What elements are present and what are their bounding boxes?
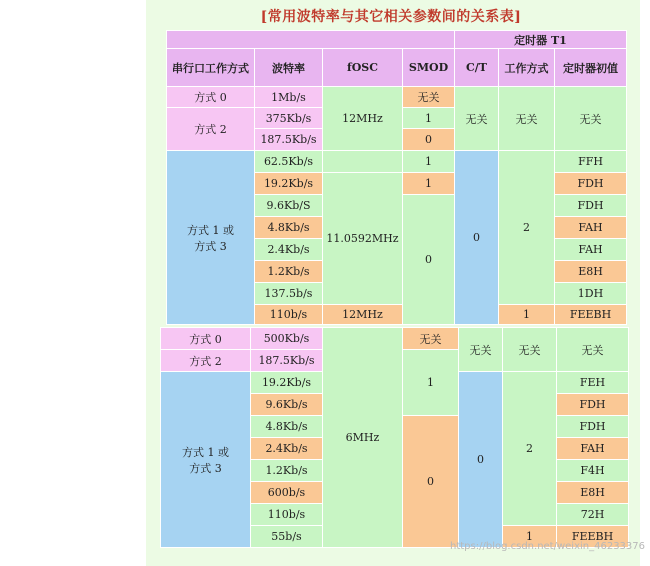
smod-cell: 无关	[403, 87, 455, 108]
ct-cell: 0	[455, 151, 499, 325]
baud-cell: 9.6Kb/S	[255, 195, 323, 217]
init-cell: F4H	[557, 460, 629, 482]
baud-cell: 137.5b/s	[255, 283, 323, 305]
smod-cell: 1	[403, 108, 455, 129]
baud-cell: 1Mb/s	[255, 87, 323, 108]
init-cell: FEEBH	[557, 526, 629, 548]
baud-cell: 19.2Kb/s	[255, 173, 323, 195]
header-blank	[167, 31, 455, 49]
ct-cell: 0	[459, 372, 503, 548]
header-fosc: fOSC	[323, 49, 403, 87]
header-ct: C/T	[455, 49, 499, 87]
mode-cell: 方式 1 或 方式 3	[161, 372, 251, 548]
init-cell: FDH	[555, 173, 627, 195]
fosc-cell: 12MHz	[323, 87, 403, 151]
init-cell: FFH	[555, 151, 627, 173]
header-baud: 波特率	[255, 49, 323, 87]
timer-mode-cell: 无关	[499, 87, 555, 151]
init-cell: FEEBH	[555, 305, 627, 325]
smod-cell: 无关	[403, 328, 459, 350]
baud-cell: 2.4Kb/s	[251, 438, 323, 460]
baud-table-6mhz	[160, 327, 629, 548]
mode-cell: 方式 2	[161, 350, 251, 372]
baud-cell: 19.2Kb/s	[251, 372, 323, 394]
timer-mode-cell: 2	[499, 151, 555, 305]
init-cell: FAH	[555, 239, 627, 261]
timer-mode-cell: 2	[503, 372, 557, 526]
header-timer-group: 定时器 T1	[455, 31, 627, 49]
smod-cell: 1	[403, 151, 455, 173]
mode-cell: 方式 0	[167, 87, 255, 108]
init-cell: E8H	[555, 261, 627, 283]
mode-cell: 方式 0	[161, 328, 251, 350]
init-cell: FAH	[557, 438, 629, 460]
init-cell: FAH	[555, 217, 627, 239]
smod-cell: 0	[403, 195, 455, 325]
baud-cell: 1.2Kb/s	[255, 261, 323, 283]
baud-cell: 55b/s	[251, 526, 323, 548]
smod-cell: 0	[403, 416, 459, 548]
baud-cell: 4.8Kb/s	[251, 416, 323, 438]
init-cell: FDH	[557, 394, 629, 416]
timer-mode-cell: 无关	[503, 328, 557, 372]
fosc-cell: 12MHz	[323, 305, 403, 325]
baud-cell: 375Kb/s	[255, 108, 323, 129]
init-cell: FEH	[557, 372, 629, 394]
mode-cell: 方式 1 或 方式 3	[167, 151, 255, 325]
baud-cell: 187.5Kb/s	[255, 129, 323, 151]
timer-mode-cell: 1	[503, 526, 557, 548]
baud-cell: 9.6Kb/s	[251, 394, 323, 416]
watermark: https://blog.csdn.net/weixin_46233376	[450, 541, 646, 552]
baud-cell: 500Kb/s	[251, 328, 323, 350]
fosc-cell-upper	[323, 151, 403, 173]
baud-table-12mhz-11mhz	[166, 30, 627, 325]
header-smod: SMOD	[403, 49, 455, 87]
baud-cell: 4.8Kb/s	[255, 217, 323, 239]
baud-cell: 2.4Kb/s	[255, 239, 323, 261]
baud-cell: 110b/s	[255, 305, 323, 325]
init-cell: FDH	[557, 416, 629, 438]
timer-mode-cell: 1	[499, 305, 555, 325]
init-cell: 无关	[555, 87, 627, 151]
init-cell: 无关	[557, 328, 629, 372]
init-cell: 1DH	[555, 283, 627, 305]
smod-cell: 1	[403, 173, 455, 195]
baud-cell: 110b/s	[251, 504, 323, 526]
table-title: [常用波特率与其它相关参数间的关系表]	[260, 9, 522, 25]
mode-cell: 方式 2	[167, 108, 255, 151]
baud-cell: 600b/s	[251, 482, 323, 504]
baud-cell: 187.5Kb/s	[251, 350, 323, 372]
smod-cell: 0	[403, 129, 455, 151]
baud-cell: 1.2Kb/s	[251, 460, 323, 482]
init-cell: FDH	[555, 195, 627, 217]
smod-cell: 1	[403, 350, 459, 416]
header-timer-mode: 工作方式	[499, 49, 555, 87]
baud-cell: 62.5Kb/s	[255, 151, 323, 173]
init-cell: 72H	[557, 504, 629, 526]
fosc-cell: 6MHz	[323, 328, 403, 548]
init-cell: E8H	[557, 482, 629, 504]
header-mode: 串行口工作方式	[167, 49, 255, 87]
ct-cell: 无关	[455, 87, 499, 151]
ct-cell: 无关	[459, 328, 503, 372]
fosc-cell: 11.0592MHz	[323, 173, 403, 305]
header-init: 定时器初值	[555, 49, 627, 87]
